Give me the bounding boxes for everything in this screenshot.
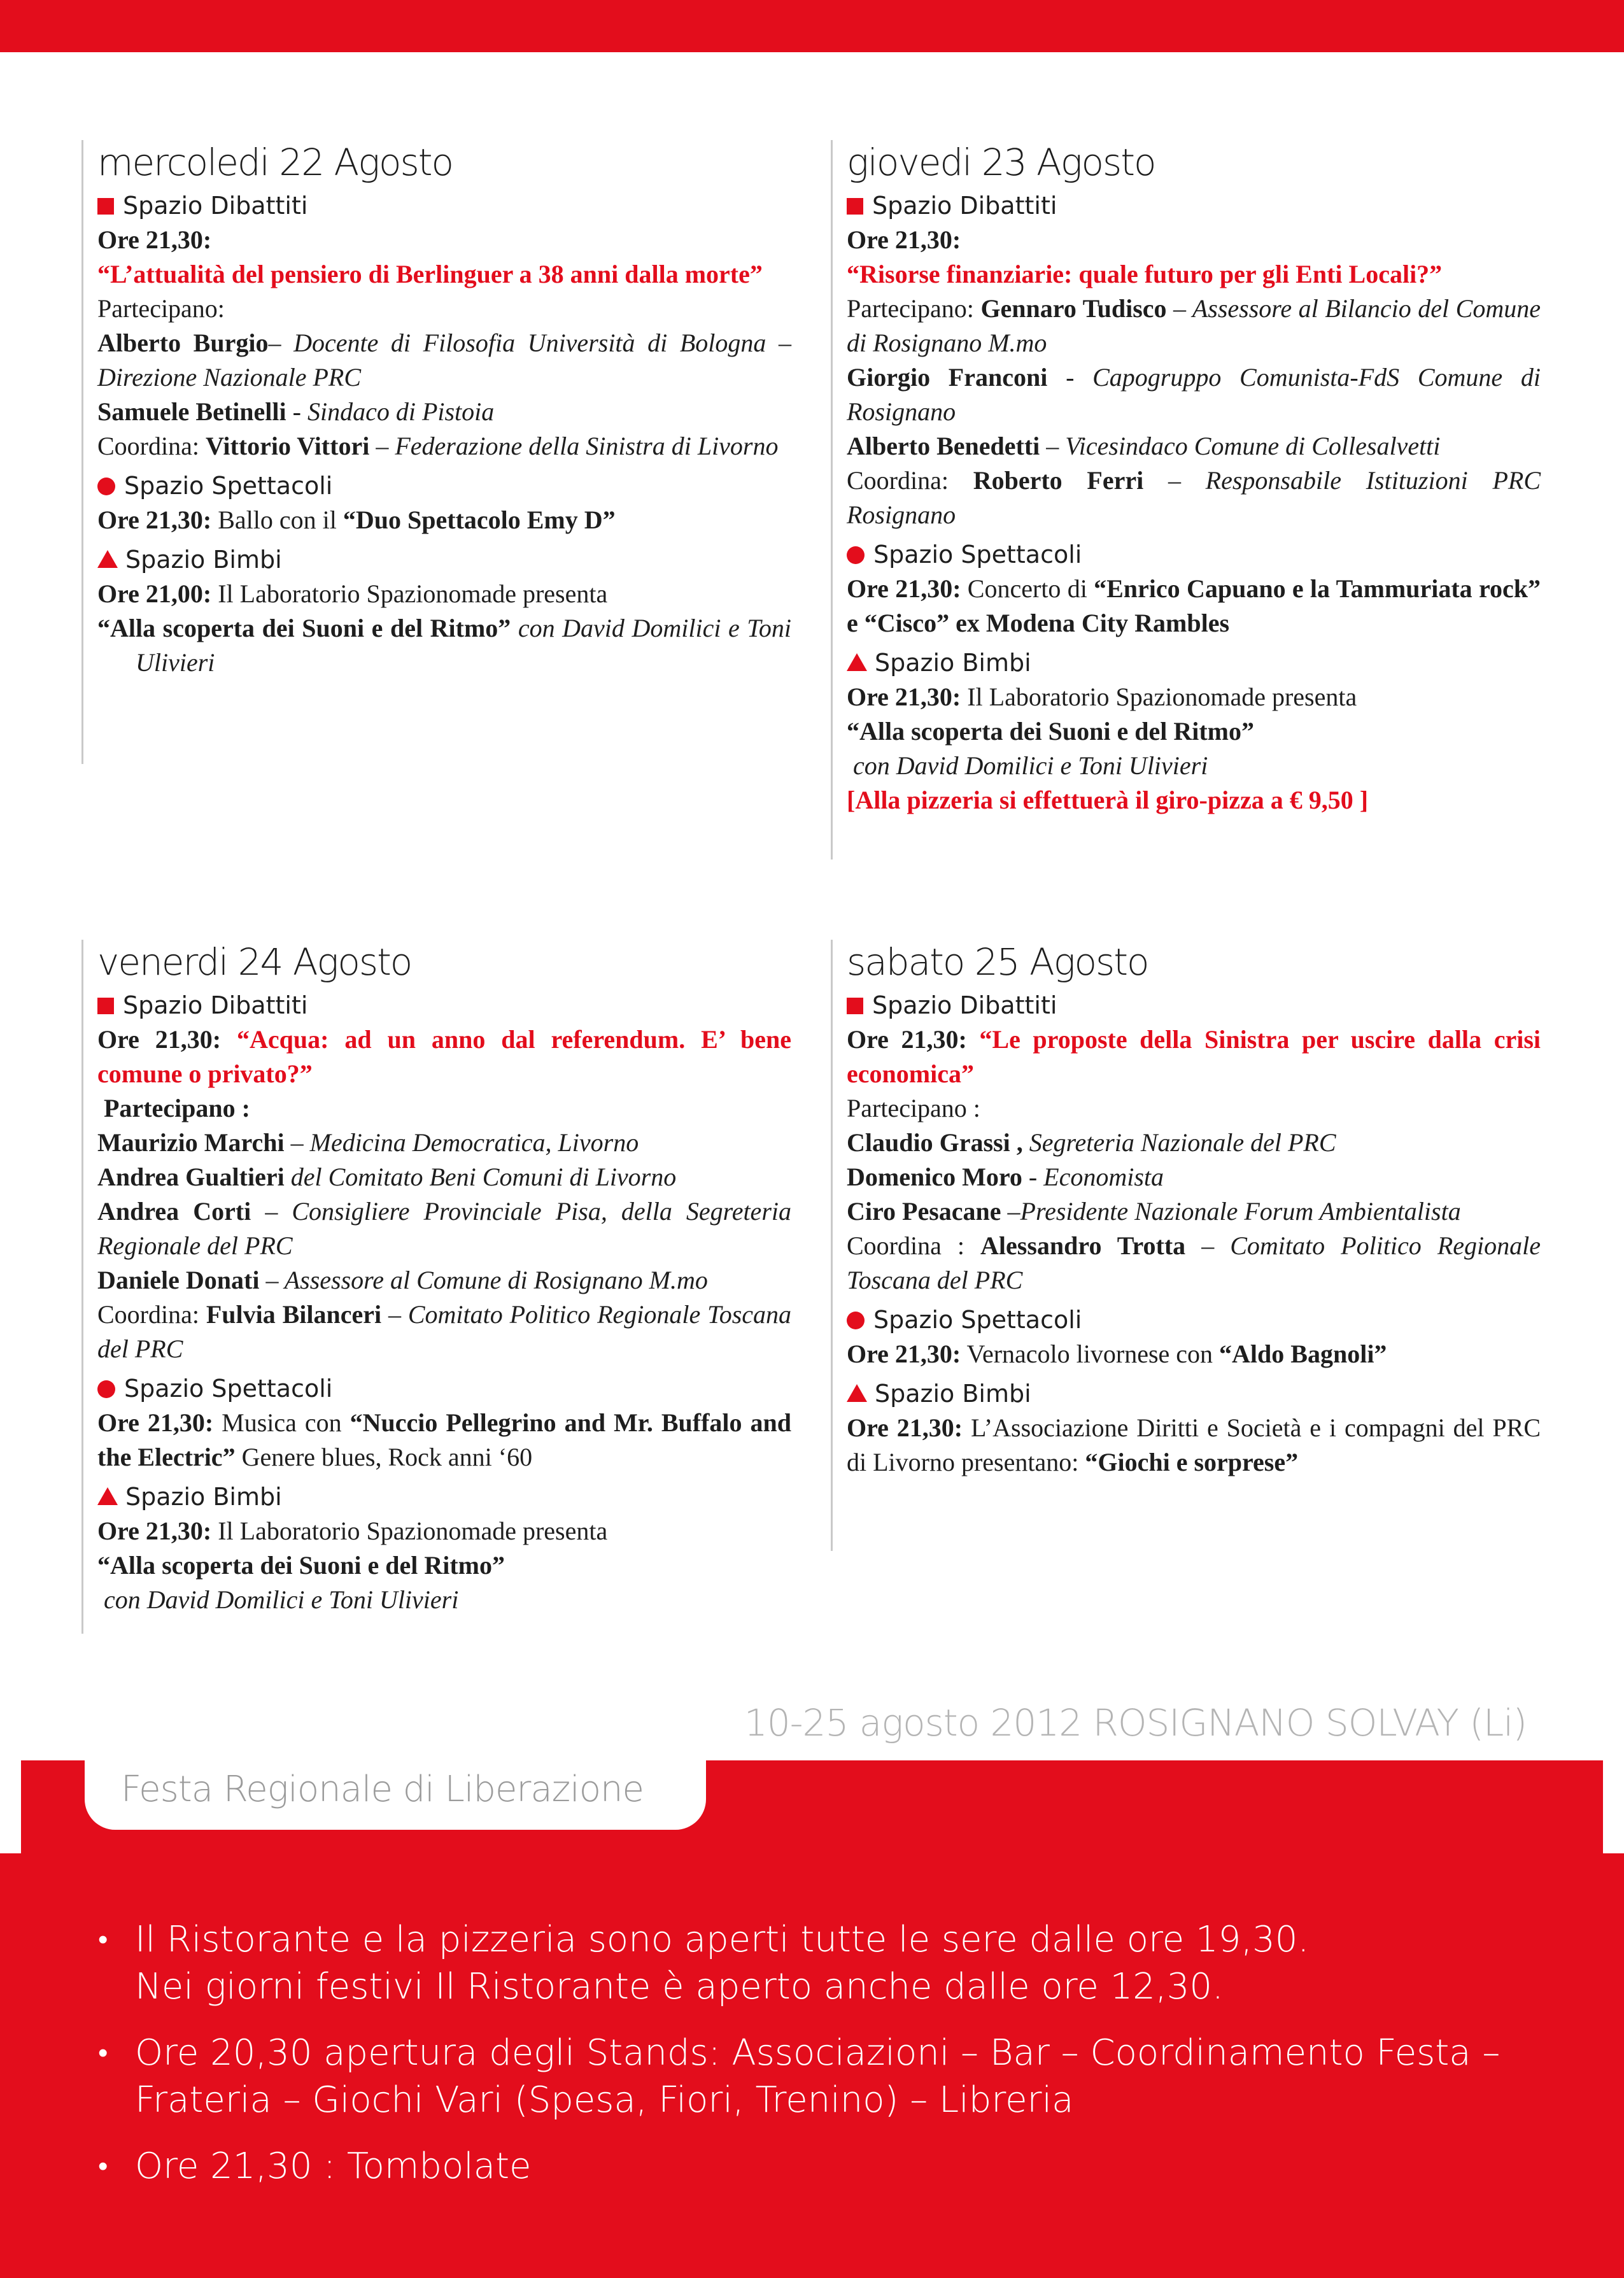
participant-role: –Presidente Nazionale Forum Ambientalista — [1001, 1197, 1461, 1226]
kids-time: Ore 21,30: — [847, 683, 961, 711]
participants-label: Partecipano: — [847, 294, 981, 323]
show-time: Ore 21,30: — [97, 506, 212, 534]
circle-icon — [847, 1312, 865, 1329]
participant-name: Daniele Donati — [97, 1266, 260, 1294]
section-bimbi — [97, 1480, 791, 1514]
participant-role: – Docente di Filosofia Università di Bologna – Direzione Nazionale PRC — [97, 329, 791, 392]
show-line — [97, 1406, 791, 1475]
band-notch-left — [0, 1760, 21, 1853]
coordinator-label: Coordina: — [97, 1300, 206, 1329]
show-title: “Enrico Capuano e la Tammuriata rock” e “Cisco” ex Modena City Rambles — [847, 574, 1541, 637]
participants-label: Partecipano : — [104, 1094, 250, 1122]
participant-name: Giorgio Franconi — [847, 363, 1048, 392]
participant — [847, 1160, 1541, 1194]
coordinator-role: – Responsabile Istituzioni PRC Rosignano — [847, 466, 1541, 529]
section-label: Spazio Dibattiti — [872, 192, 1057, 220]
circle-icon — [847, 546, 865, 564]
kids-with: con David Domilici e Toni Ulivieri — [104, 1585, 459, 1614]
show-line — [97, 503, 791, 537]
kids-line — [97, 577, 791, 611]
debate-time: Ore 21,30: — [97, 225, 212, 254]
participant-name: Maurizio Marchi — [97, 1128, 285, 1157]
kids-line — [847, 680, 1541, 714]
participant — [97, 1160, 791, 1194]
debate-time: Ore 21,30: — [847, 1025, 967, 1054]
show-text: Musica con — [213, 1408, 350, 1437]
participant-role: Segreteria Nazionale del PRC — [1022, 1128, 1336, 1157]
coordinator-role: – Comitato Politico Regionale Toscana del PRC — [847, 1231, 1541, 1294]
participant — [97, 395, 791, 429]
kids-text: Il Laboratorio Spazionomade presenta — [961, 683, 1357, 711]
coordinator-role: – Comitato Politico Regionale Toscana del PRC — [97, 1300, 792, 1363]
square-icon — [97, 198, 114, 215]
top-red-band — [0, 0, 1624, 52]
debate-line — [847, 1022, 1541, 1091]
debate-time: Ore 21,30: — [847, 225, 961, 254]
info-list — [95, 1916, 1560, 2209]
day-column-thu — [831, 140, 1541, 860]
section-spettacoli — [97, 469, 791, 503]
coordinator-role: – Federazione della Sinistra di Livorno — [369, 432, 779, 460]
coordinator-name: Vittorio Vittori — [205, 432, 370, 460]
coordinator — [847, 1229, 1541, 1298]
show-text: Vernacolo livornese con — [961, 1340, 1220, 1368]
info-line: Il Ristorante e la pizzeria sono aperti tutte le sere dalle ore 19,30. — [135, 1919, 1310, 1960]
participant-name: Domenico Moro — [847, 1163, 1022, 1191]
kids-title: “Giochi e sorprese” — [1085, 1448, 1299, 1476]
section-label: Spazio Spettacoli — [873, 541, 1082, 569]
participant — [97, 1126, 791, 1160]
kids-text: Il Laboratorio Spazionomade presenta — [211, 579, 608, 608]
show-line — [847, 572, 1541, 640]
show-genre: Genere blues, Rock anni ‘60 — [235, 1443, 533, 1471]
circle-icon — [97, 478, 115, 495]
section-label: Spazio Dibattiti — [123, 991, 308, 1019]
triangle-icon — [97, 1487, 118, 1505]
section-label: Spazio Bimbi — [125, 546, 282, 574]
festival-name: Festa Regionale di Liberazione — [121, 1769, 644, 1810]
participant-name: Andrea Corti — [97, 1197, 251, 1226]
section-dibattiti — [847, 188, 1541, 223]
kids-with: con David Domilici e Toni Ulivieri — [136, 614, 791, 677]
info-line: Nei giorni festivi Il Ristorante è aperto anche dalle ore 12,30. — [135, 1966, 1224, 2007]
coordinator-label: Coordina: — [847, 466, 973, 495]
participant — [847, 429, 1541, 463]
participant-role: – Assessore al Bilancio del Comune di Rosignano M.mo — [847, 294, 1541, 357]
show-text: Ballo con il — [211, 506, 343, 534]
kids-text: L’Associazione Diritti e Società e i compagni del PRC di Livorno presentano: — [847, 1413, 1541, 1476]
square-icon — [847, 198, 863, 215]
section-dibattiti — [847, 988, 1541, 1022]
info-line: Ore 20,30 apertura degli Stands: Associazioni – Bar – Coordinamento Festa – — [135, 2032, 1500, 2074]
participants-label: Partecipano : — [847, 1094, 980, 1122]
participant — [847, 1194, 1541, 1229]
participant-role: - Capogruppo Comunista-FdS Comune di Rosignano — [847, 363, 1541, 426]
event-dates-tagline: 10-25 agosto 2012 ROSIGNANO SOLVAY (Li) — [744, 1701, 1527, 1744]
section-label: Spazio Dibattiti — [123, 192, 308, 220]
participant-name: Andrea Gualtieri — [97, 1163, 285, 1191]
kids-with: con David Domilici e Toni Ulivieri — [853, 751, 1208, 780]
participant — [97, 1194, 791, 1263]
kids-line — [847, 1411, 1541, 1480]
participants-label: Partecipano: — [97, 294, 225, 323]
section-label: Spazio Bimbi — [875, 649, 1031, 677]
section-spettacoli — [847, 1303, 1541, 1337]
section-label: Spazio Spettacoli — [873, 1306, 1082, 1334]
square-icon — [847, 998, 863, 1014]
show-title: “Aldo Bagnoli” — [1219, 1340, 1387, 1368]
kids-line — [97, 1514, 791, 1548]
square-icon — [97, 998, 114, 1014]
participant-name: Gennaro Tudisco — [980, 294, 1167, 323]
bullet-icon: • — [98, 1923, 108, 1956]
participant-role: – Assessore al Comune di Rosignano M.mo — [259, 1266, 708, 1294]
section-spettacoli — [97, 1371, 791, 1406]
section-label: Spazio Bimbi — [125, 1483, 282, 1511]
section-dibattiti — [97, 988, 791, 1022]
info-item — [95, 2143, 1560, 2190]
participant-role: – Medicina Democratica, Livorno — [284, 1128, 639, 1157]
bullet-icon: • — [98, 2150, 108, 2182]
info-line: Frateria – Giochi Vari (Spesa, Fiori, Trenino) – Libreria — [135, 2079, 1074, 2121]
participant — [847, 1126, 1541, 1160]
participant-name: Alberto Burgio — [97, 329, 269, 357]
info-line: Ore 21,30 : Tombolate — [135, 2146, 532, 2187]
show-title: “Duo Spettacolo Emy D” — [342, 506, 616, 534]
debate-topic: “L’attualità del pensiero di Berlinguer a 38 anni dalla morte” — [97, 260, 763, 288]
day-column-sat — [831, 940, 1541, 1551]
info-item — [95, 2030, 1560, 2124]
day-column-fri — [81, 940, 791, 1634]
kids-time: Ore 21,30: — [847, 1413, 963, 1442]
section-label: Spazio Spettacoli — [124, 472, 333, 500]
participant-role: – Vicesindaco Comune di Collesalvetti — [1040, 432, 1441, 460]
day-title: giovedi 23 Agosto — [847, 141, 1155, 184]
debate-time: Ore 21,30: — [97, 1025, 222, 1054]
participant-name: Claudio Grassi , — [847, 1128, 1023, 1157]
debate-topic: “Risorse finanziarie: quale futuro per gli Enti Locali?” — [847, 260, 1443, 288]
coordinator — [847, 463, 1541, 532]
bullet-icon: • — [98, 2037, 108, 2069]
section-dibattiti — [97, 188, 791, 223]
show-title: “Nuccio Pellegrino and Mr. Buffalo and the Electric” — [97, 1408, 791, 1471]
kids-time: Ore 21,30: — [97, 1517, 212, 1545]
section-label: Spazio Spettacoli — [124, 1375, 333, 1403]
show-time: Ore 21,30: — [97, 1408, 214, 1437]
info-item — [95, 1916, 1560, 2011]
day-title: venerdi 24 Agosto — [97, 940, 412, 984]
triangle-icon — [847, 1384, 867, 1402]
kids-text: Il Laboratorio Spazionomade presenta — [211, 1517, 608, 1545]
coordinator-name: Roberto Ferri — [973, 466, 1144, 495]
participant — [97, 1263, 791, 1298]
participant-role: - Economista — [1022, 1163, 1164, 1191]
day-column-wed — [81, 140, 791, 764]
kids-title: “Alla scoperta dei Suoni e del Ritmo” — [97, 614, 511, 642]
kids-title: “Alla scoperta dei Suoni e del Ritmo” — [847, 717, 1254, 746]
coordinator-name: Alessandro Trotta — [980, 1231, 1186, 1260]
triangle-icon — [97, 550, 118, 568]
day-title: sabato 25 Agosto — [847, 940, 1148, 984]
day-title: mercoledi 22 Agosto — [97, 141, 453, 184]
participant-role: del Comitato Beni Comuni di Livorno — [284, 1163, 677, 1191]
participant — [97, 326, 791, 395]
show-line — [847, 1337, 1541, 1371]
section-bimbi — [847, 646, 1541, 680]
section-bimbi — [97, 542, 791, 577]
section-label: Spazio Dibattiti — [872, 991, 1057, 1019]
show-text: Concerto di — [961, 574, 1094, 603]
participant-name: Ciro Pesacane — [847, 1197, 1001, 1226]
participant-role: – Consigliere Provinciale Pisa, della Segreteria Regionale del PRC — [97, 1197, 791, 1260]
band-notch-right — [1603, 1760, 1624, 1853]
debate-topic: “Le proposte della Sinistra per uscire dalla crisi economica” — [847, 1025, 1541, 1088]
kids-title-line — [97, 611, 791, 680]
pizza-note: [Alla pizzeria si effettuerà il giro-pizza a € 9,50 ] — [847, 786, 1369, 814]
coordinator-label: Coordina : — [847, 1231, 981, 1260]
debate-line — [97, 1022, 791, 1091]
show-time: Ore 21,30: — [847, 1340, 961, 1368]
triangle-icon — [847, 653, 867, 671]
participant — [847, 360, 1541, 429]
circle-icon — [97, 1380, 115, 1398]
participant-name: Alberto Benedetti — [847, 432, 1040, 460]
debate-topic: “Acqua: ad un anno dal referendum. E’ bene comune o privato?” — [97, 1025, 791, 1088]
section-bimbi — [847, 1376, 1541, 1411]
coordinator — [97, 1298, 791, 1366]
participant-name: Samuele Betinelli — [97, 397, 286, 426]
participant — [847, 292, 1541, 360]
kids-time: Ore 21,00: — [97, 579, 212, 608]
participant-role: - Sindaco di Pistoia — [286, 397, 495, 426]
kids-title: “Alla scoperta dei Suoni e del Ritmo” — [97, 1551, 505, 1580]
coordinator-label: Coordina: — [97, 432, 206, 460]
section-label: Spazio Bimbi — [875, 1380, 1031, 1408]
coordinator-name: Fulvia Bilanceri — [206, 1300, 382, 1329]
show-time: Ore 21,30: — [847, 574, 961, 603]
section-spettacoli — [847, 537, 1541, 572]
coordinator — [97, 429, 791, 463]
